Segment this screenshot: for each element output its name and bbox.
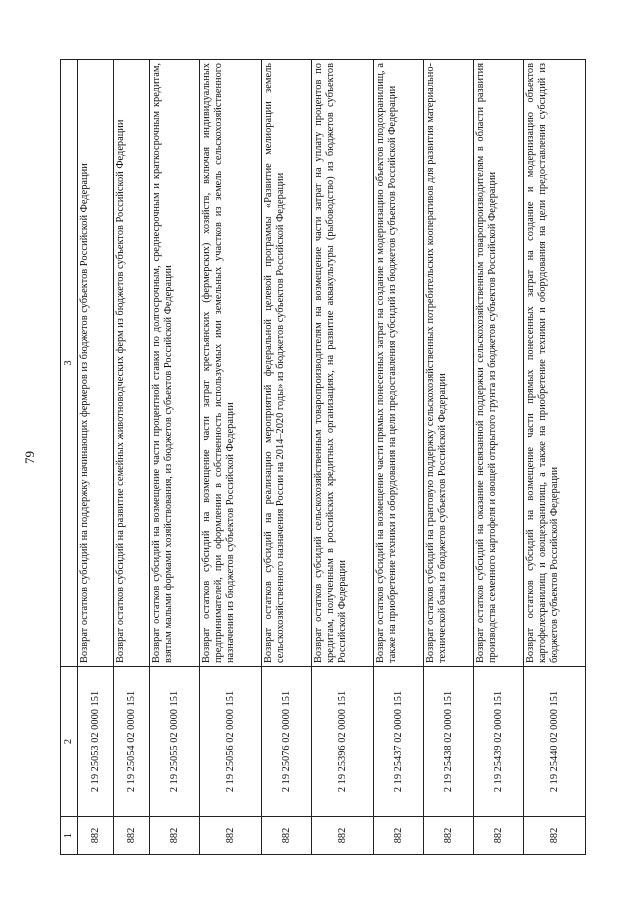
column-header: 2 (61, 667, 78, 817)
admin-code-cell: 882 (524, 817, 586, 855)
description-cell: Возврат остатков субсидий на грантовую поддержку сельскохозяйственных потребительских кооперативов для развития материально-технической базы из бюджетов субъектов Российской Федерации (424, 60, 474, 667)
table-row (424, 60, 474, 855)
budget-code-cell: 2 19 25055 02 0000 151 (150, 667, 200, 817)
budget-code-cell: 2 19 25439 02 0000 151 (474, 667, 524, 817)
admin-code-cell: 882 (200, 817, 262, 855)
description-cell: Возврат остатков субсидий на возмещение части процентной ставки по долгосрочным, среднесрочным и краткосрочным кредитам, взятым малыми формами хозяйствования, из бюджетов субъектов Российской Федерации (150, 60, 200, 667)
table-row (474, 60, 524, 855)
table-row (150, 60, 200, 855)
budget-code-cell: 2 19 25437 02 0000 151 (374, 667, 424, 817)
admin-code-cell: 882 (424, 817, 474, 855)
table-row (78, 60, 114, 855)
admin-code-cell: 882 (474, 817, 524, 855)
budget-code-cell: 2 19 25054 02 0000 151 (114, 667, 150, 817)
admin-code-cell: 882 (312, 817, 374, 855)
column-number-row (61, 60, 78, 855)
table-row (312, 60, 374, 855)
table-row (524, 60, 586, 855)
table-row (114, 60, 150, 855)
rotated-page (22, 60, 585, 855)
description-cell: Возврат остатков субсидий на оказание несвязанной поддержки сельскохозяйственным товаропроизводителям в области развития производства семенного картофеля и овощей открытого грунта из бюджетов субъектов Российской Федерации (474, 60, 524, 667)
description-cell: Возврат остатков субсидий на возмещение части прямых понесенных затрат на создание и модернизацию объектов картофелехранилищ и овощехранилищ, а также на приобретение техники и оборудования на цели предоставления субсидий из бюджетов субъектов Российской Федерации (524, 60, 586, 667)
table-row (200, 60, 262, 855)
description-cell: Возврат остатков субсидий сельскохозяйственным товаропроизводителям на возмещение части затрат на уплату процентов по кредитам, полученным в российских кредитных организациях, на развитие аквакультуры (рыбоводство) из бюджетов субъектов Российской Федерации (312, 60, 374, 667)
table-row (374, 60, 424, 855)
budget-code-cell: 2 19 25053 02 0000 151 (78, 667, 114, 817)
description-cell: Возврат остатков субсидий на развитие семейных животноводческих ферм из бюджетов субъектов Российской Федерации (114, 60, 150, 667)
budget-code-cell: 2 19 25396 02 0000 151 (312, 667, 374, 817)
budget-code-cell: 2 19 25076 02 0000 151 (262, 667, 312, 817)
admin-code-cell: 882 (150, 817, 200, 855)
budget-code-table (60, 59, 586, 855)
column-header: 1 (61, 817, 78, 855)
admin-code-cell: 882 (114, 817, 150, 855)
description-cell: Возврат остатков субсидий на поддержку начинающих фермеров из бюджетов субъектов Российской Федерации (78, 60, 114, 667)
admin-code-cell: 882 (374, 817, 424, 855)
description-cell: Возврат остатков субсидий на возмещение части прямых понесенных затрат на создание и модернизацию объектов плодохранилищ, а также на приобретение техники и оборудования на цели предоставления субсидий из бюджетов субъектов Российской Федерации (374, 60, 424, 667)
budget-code-cell: 2 19 25438 02 0000 151 (424, 667, 474, 817)
table-row (262, 60, 312, 855)
column-header: 3 (61, 60, 78, 667)
budget-code-cell: 2 19 25056 02 0000 151 (200, 667, 262, 817)
budget-code-cell: 2 19 25440 02 0000 151 (524, 667, 586, 817)
description-cell: Возврат остатков субсидий на возмещение части затрат крестьянских (фермерских) хозяйств, включая индивидуальных предпринимателей, при оформлении в собственность используемых ими земельных участков из земель сельскохозяйственного назначения из бюджетов субъектов Российской Федерации (200, 60, 262, 667)
page-number: 79 (22, 451, 37, 464)
admin-code-cell: 882 (78, 817, 114, 855)
admin-code-cell: 882 (262, 817, 312, 855)
description-cell: Возврат остатков субсидий на реализацию мероприятий федеральной целевой программы «Развитие мелиорации земель сельскохозяйственного назначения России на 2014–2020 годы» из бюджетов субъектов Российской Федерации (262, 60, 312, 667)
